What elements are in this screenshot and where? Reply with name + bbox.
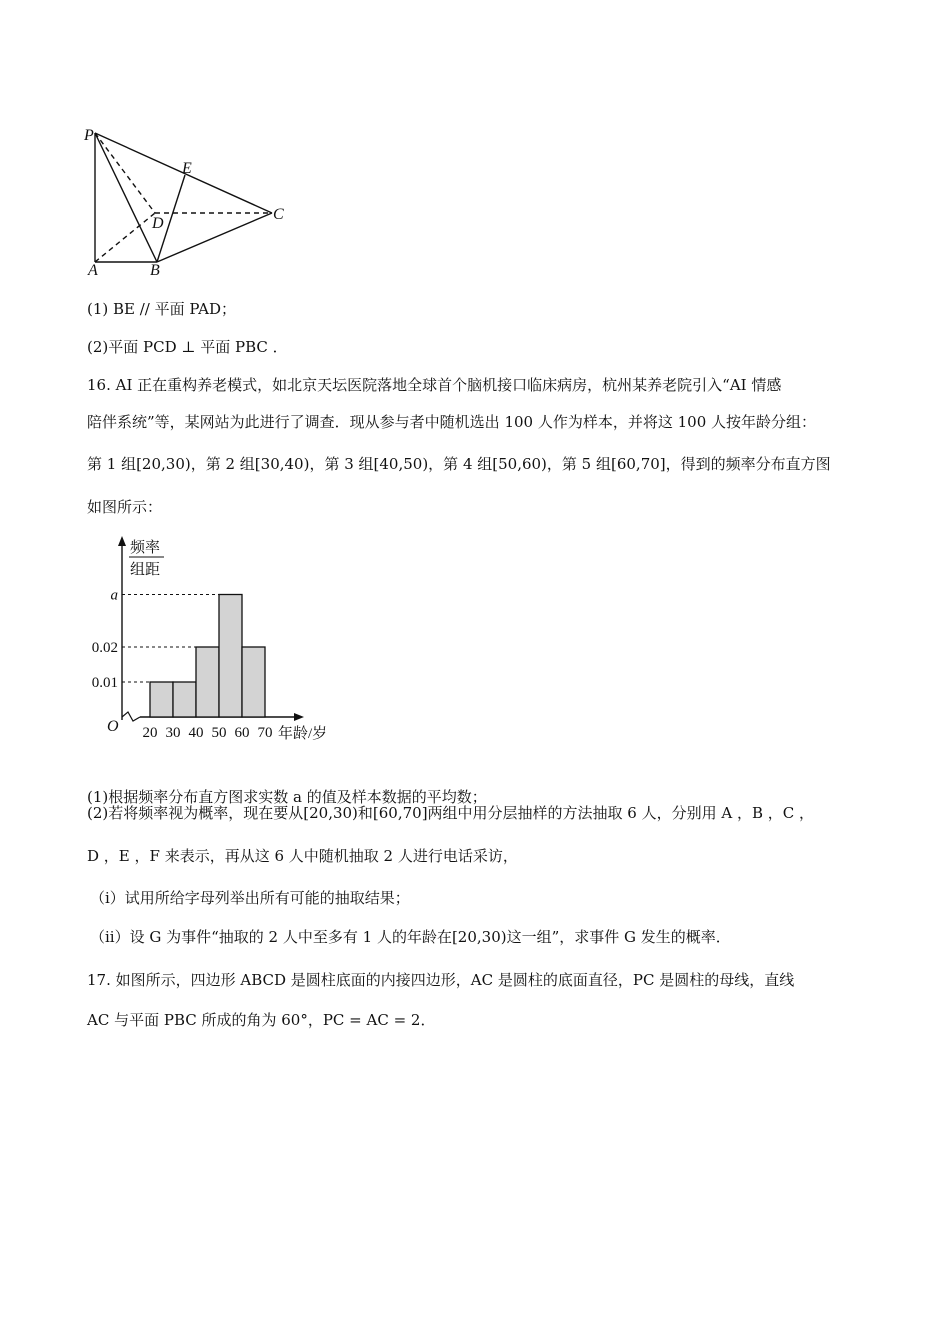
x-tick-label: 20 [142, 725, 158, 741]
x-tick-label: 40 [188, 725, 204, 741]
x-axis-label: 年龄/岁 [278, 726, 328, 742]
label-B: B [150, 262, 160, 279]
q16-line: 第 1 组[20,30)，第 2 组[30,40)，第 3 组[40,50)，第 4 组[50,60)，第 5 组[60,70]，得到的频率分布直方图 [87, 455, 831, 473]
q16-question-2-cont: D ，E ，F 来表示，再从这 6 人中随机抽取 2 人进行电话采访， [87, 847, 518, 865]
q16-question-2i: （i）试用所给字母列举出所有可能的抽取结果； [90, 889, 410, 907]
y-tick-label: a [110, 587, 118, 604]
label-P: P [84, 127, 94, 144]
histogram-bar [196, 647, 219, 717]
q16-question-2: (2)若将频率视为概率，现在要从[20,30)和[60,70]两组中用分层抽样的方法抽取 6 人，分别用 A ，B ，C ， [87, 804, 815, 822]
q16-line: 陪伴系统”等，某网站为此进行了调查．现从参与者中随机选出 100 人作为样本，并将这 100 人按年龄分组： [87, 413, 817, 431]
edge-PD [95, 133, 155, 213]
edge-PB [95, 133, 157, 262]
label-E: E [182, 160, 192, 177]
frequency-histogram [92, 536, 327, 742]
label-A: A [88, 262, 98, 279]
origin-label: O [107, 718, 119, 735]
x-tick-label: 50 [211, 725, 227, 741]
edge-BC [157, 213, 272, 262]
q15-part2: (2)平面 PCD ⊥ 平面 PBC ． [87, 338, 288, 356]
y-tick-label: 0.01 [91, 675, 118, 691]
q17-line: 17. 如图所示，四边形 ABCD 是圆柱底面的内接四边形，AC 是圆柱的底面直径，PC 是圆柱的母线，直线 [87, 971, 795, 989]
x-axis-arrow-icon [294, 713, 304, 721]
x-tick-label: 60 [234, 725, 250, 741]
y-axis-arrow-icon [118, 536, 126, 546]
histogram-bar [219, 595, 242, 718]
label-C: C [273, 206, 284, 223]
x-tick-label: 70 [257, 725, 273, 741]
q16-line: 如图所示： [87, 498, 163, 516]
q16-line: 16. AI 正在重构养老模式，如北京天坛医院落地全球首个脑机接口临床病房，杭州某养老院引入“AI 情感 [87, 376, 782, 394]
y-label-top: 频率 [130, 540, 161, 556]
q17-line: AC 与平面 PBC 所成的角为 60°，PC = AC = 2． [87, 1011, 436, 1029]
y-tick-label: 0.02 [91, 640, 118, 656]
q16-question-1: (1)根据频率分布直方图求实数 a 的值及样本数据的平均数； [87, 788, 487, 806]
histogram-bar [150, 682, 173, 717]
label-D: D [152, 215, 164, 232]
q16-question-2ii: （ii）设 G 为事件“抽取的 2 人中至多有 1 人的年龄在[20,30)这一组”，求事件 G 发生的概率． [90, 928, 731, 946]
q15-part1: (1) BE // 平面 PAD； [87, 300, 236, 318]
axis-break-icon [122, 712, 140, 721]
histogram-bar [242, 647, 265, 717]
x-tick-label: 30 [165, 725, 181, 741]
histogram-bar [173, 682, 196, 717]
y-label-bottom: 组距 [130, 562, 161, 578]
